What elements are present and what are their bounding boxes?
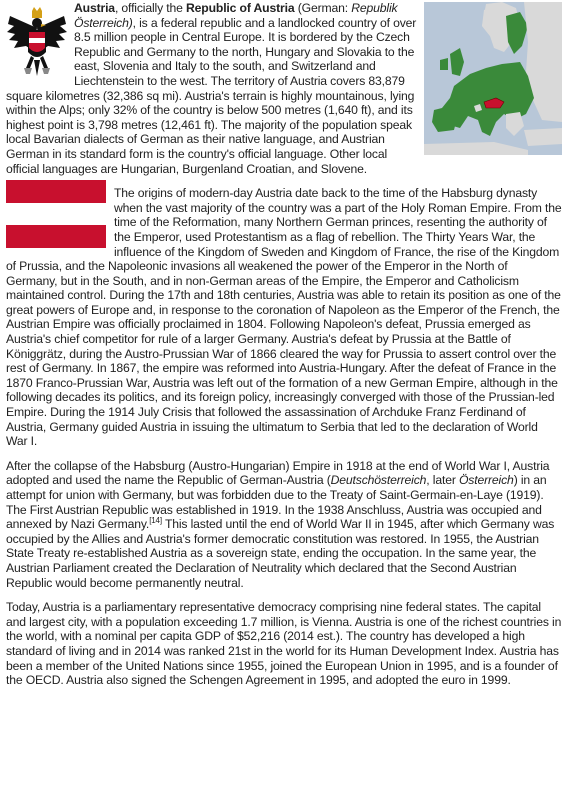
coat-of-arms-icon	[6, 6, 68, 84]
text-run: , officially the	[114, 1, 187, 15]
text-run: ) in an attempt for union with Germany, but was forbidden due to the Treaty of Saint-Germain-en-Laye (1919). The First Austrian Republic was established in 1919. In the 1938 Anschluss, Austria was occupied and annexed by Nazi Germany.	[6, 473, 547, 532]
paragraph-history: The origins of modern-day Austria date back to the time of the Habsburg dynasty when the vast majority of the country was a part of the Holy Roman Empire. From the time of the Reformation, many Northern German princes, resenting the authority of the Emperor, used Protestantism as a flag of rebellion. The Thirty Years War, the influence of the Kingdom of Sweden and Kingdom of France, the rise of the Kingdom of Prussia, and the Napoleonic invasions all weakened the power of the Emperor in the North of Germany, but in the South, and in non-German areas of the Empire, the Emperor and Catholicism maintained control. During the 17th and 18th centuries, Austria was able to retain its position as one of the great powers of Europe and, in response to the coronation of Napoleon as the Emperor of the French, the Austrian Empire was officially proclaimed in 1804. Following Napoleon's defeat, Prussia emerged as Austria's chief competitor for rule of a larger Germany. Austria's defeat by Prussia at the Battle of Königgrätz, during the Austro-Prussian War of 1866 cleared the way for Prussia to assert control over the rest of Germany. In 1867, the empire was reformed into Austria-Hungary. After the defeat of France in the 1870 Franco-Prussian War, Austria was left out of the formation of a new German Empire, although in the following decades its politics, and its foreign policy, increasingly converged with those of the Prussian-led Empire. During the 1914 July Crisis that followed the assassination of Archduke Franz Ferdinand of Austria, Germany guided Austria in issuing the ultimatum to Serbia that led to the declaration of World War I.	[6, 186, 562, 449]
official-name: Republic of Austria	[186, 1, 295, 15]
paragraph-today: Today, Austria is a parliamentary representative democracy comprising nine federal states. The capital and largest city, with a population exceeding 1.7 million, is Vienna. Austria is one of the richest countries in the world, with a nominal per capita GDP of $52,216 (2014 est.). The country has developed a high standard of living and in 2014 was ranked 21st in the world for its Human Development Index. Austria has been a member of the United Nations since 1955, joined the European Union in 1995, and is a founder of the OECD. Austria also signed the Schengen Agreement in 1995, and adopted the euro in 1999.	[6, 600, 562, 688]
text-run: , is a federal republic and a landlocked country of over 8.5 million people in Central Europe. It is bordered by the Czech Republic and Germany to the north, Hungary and Slovakia to the east, Slovenia and Italy to the south, and Switzerland and Liechtenstein to the west. The territory of Austria covers 83,879 square kilometres (32,386 sq mi). Austria's terrain is highly mountainous, lying within the Alps; only 32% of the country is below 500 metres (1,640 ft), and its highest point is 3,798 metres (12,461 ft). The majority of the population speak local Bavarian dialects of German as their native language, and Austrian German in its standard form is the country's official language. Other local official languages are Hungarian, Burgenland Croatian, and Slovene.	[6, 15, 417, 176]
text-run: After the collapse of the Habsburg (Austro-Hungarian) Empire in 1918 at the end of World War I, Austria adopted and used the name the Republic of German-Austria (	[6, 458, 550, 488]
text-run: (German:	[294, 1, 352, 15]
paragraph-republic	[6, 459, 562, 590]
italic-term: Deutschösterreich	[330, 473, 427, 488]
italic-term: Österreich	[458, 473, 514, 488]
text-run: , later	[426, 473, 459, 488]
austria-flag	[6, 180, 106, 248]
article	[6, 0, 562, 688]
text-run: This lasted until the end of World War II in 1945, after which Germany was occupied by the Allies and Austria's former democratic constitution was restored. In 1955, the Austrian State Treaty re-established Austria as a sovereign state, ending the occupation. In the same year, the Austrian Parliament created the Declaration of Neutrality which declared that the Second Austrian Republic would become permanently neutral.	[6, 517, 555, 590]
country-name: Austria	[74, 1, 115, 15]
german-name: Republik Österreich)	[74, 1, 398, 30]
citation-link[interactable]: [14]	[149, 516, 162, 526]
europe-locator-map	[424, 2, 562, 155]
